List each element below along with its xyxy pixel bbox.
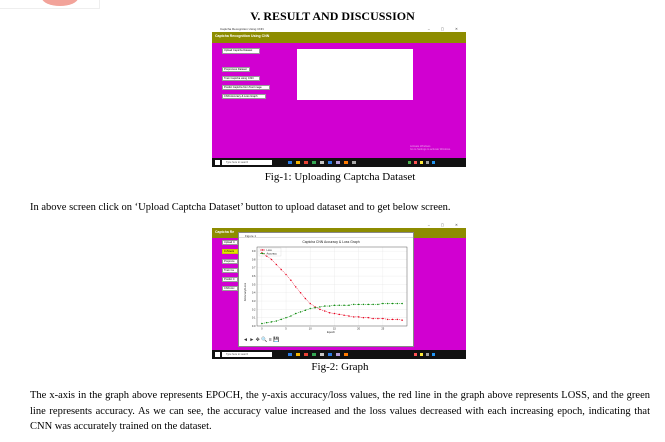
data-point [300,311,302,313]
fig2-screenshot [212,222,466,359]
fig1-header-text: Captcha Recognition Using CNN [215,34,270,38]
data-point [382,318,384,320]
y-tick-label: 0.4 [251,291,256,295]
data-point [334,313,336,315]
upload-dataset-button[interactable]: Upload Captcha Dataset [222,48,260,54]
data-point [266,322,268,324]
taskbar-app-icon[interactable] [336,353,340,356]
data-point [363,317,365,319]
data-point [368,317,370,319]
x-tick-label: 5 [285,327,287,331]
data-point [324,305,326,307]
data-point [285,317,287,319]
taskbar-app-icon[interactable] [320,353,324,356]
preprocess-button[interactable]: Preprocess Dataset [222,67,250,72]
figure-window [238,232,414,347]
data-point [377,304,379,306]
data-point [314,307,316,309]
data-point [387,319,389,321]
taskbar-app-icon[interactable] [344,161,348,164]
dataset-path-label: C:/Users [222,249,238,254]
accuracy-graph-button[interactable]: CNN Acc [222,286,238,291]
data-point [261,323,263,325]
data-point [343,314,345,316]
y-tick-label: 0.8 [251,258,256,262]
train-cnn-button[interactable]: Train Captcha using CNN [222,76,260,81]
tray-icon[interactable] [432,161,435,164]
data-point [339,304,341,306]
preprocess-button[interactable]: Preproce [222,259,238,264]
y-tick-label: 0.5 [251,283,256,287]
accuracy-loss-chart [239,238,413,342]
upload-dataset-button[interactable]: Upload C [222,240,238,245]
x-tick-label: 10 [308,327,312,331]
data-point [285,274,287,276]
x-axis-label: Epoch [327,330,335,334]
data-point [280,319,282,321]
data-point [324,310,326,312]
taskbar-app-icon[interactable] [304,353,308,356]
taskbar-app-icon[interactable] [296,353,300,356]
data-point [339,314,341,316]
tray-icon[interactable] [426,353,429,356]
data-point [271,259,273,261]
taskbar-app-icon[interactable] [328,161,332,164]
output-textarea[interactable] [297,49,413,100]
data-point [348,304,350,306]
data-point [295,313,297,315]
activate-line-2: Go to Settings to activate Windows. [410,148,451,152]
x-tick-label: 0 [261,327,263,331]
window-controls-icon[interactable]: – ▢ ✕ [427,223,463,227]
data-point [329,312,331,314]
windows-start-icon[interactable] [215,160,220,165]
taskbar-app-icon[interactable] [312,353,316,356]
y-tick-label: 0.6 [251,275,256,279]
data-point [392,319,394,321]
plot-frame [257,247,407,326]
section-heading: V. RESULT AND DISCUSSION [250,9,415,23]
fig1-window-title: Captcha Recognition Using CNN [220,27,264,31]
y-tick-label: 0.7 [251,266,256,270]
tray-icon[interactable] [414,353,417,356]
tray-icon[interactable] [414,161,417,164]
windows-start-icon[interactable] [215,352,220,357]
legend-marker [262,249,263,250]
data-point [397,319,399,321]
data-point [377,318,379,320]
fig1-screenshot [212,26,466,167]
logo-fragment [0,0,100,9]
data-point [334,304,336,306]
paragraph-1: In above screen click on ‘Upload Captcha Dataset’ button to upload dataset and to get below screen. [30,202,451,213]
activate-line-1: Activate Windows [410,145,431,148]
data-point [397,303,399,305]
x-tick-label: 20 [357,327,361,331]
tray-icon[interactable] [420,353,423,356]
chart-title: Captcha CNN Accuracy & Loss Graph [302,240,360,244]
taskbar-app-icon[interactable] [288,353,292,356]
y-tick-label: 0.2 [251,308,256,312]
fig2-caption: Fig-2: Graph [311,361,369,373]
tray-icon[interactable] [420,161,423,164]
data-point [300,292,302,294]
data-point [353,304,355,306]
y-tick-label: 0.3 [251,299,256,303]
y-tick-label: 0.0 [251,324,256,328]
data-point [290,315,292,317]
tray-icon[interactable] [408,161,411,164]
taskbar-app-icon[interactable] [336,161,340,164]
legend-label: Loss [266,248,272,252]
y-axis-label: Accuracy/Loss [243,282,247,302]
data-point [343,304,345,306]
data-point [392,303,394,305]
data-point [309,303,311,305]
taskbar-search-input[interactable]: Type here to search [222,352,272,357]
train-cnn-button[interactable]: Train Ca [222,268,238,273]
taskbar-app-icon[interactable] [312,161,316,164]
activate-windows-notice [410,145,451,151]
tray-icon[interactable] [432,353,435,356]
data-point [368,304,370,306]
taskbar-app-icon[interactable] [344,353,348,356]
window-controls-icon[interactable]: – ▢ ✕ [427,27,463,31]
taskbar-app-icon[interactable] [328,353,332,356]
x-tick-label: 15 [332,327,336,331]
data-point [348,315,350,317]
y-tick-label: 0.9 [251,250,256,254]
fig2-taskbar [212,350,466,359]
figure-toolbar[interactable]: ◄ ► ✥ 🔍 ≡ 💾 [243,337,280,343]
taskbar-app-icon[interactable] [288,161,292,164]
data-point [305,298,307,300]
data-point [382,303,384,305]
y-tick-label: 0.1 [251,316,256,320]
data-point [387,303,389,305]
data-point [305,309,307,311]
taskbar-app-icon[interactable] [304,161,308,164]
data-point [290,280,292,282]
paragraph-2: The x-axis in the graph above represents EPOCH, the y-axis accuracy/loss values, the red line in the graph above represents LOSS, and the green line represents accuracy. As we can see, the accuracy value increased and the loss values decreased with each increasing epoch, indicating that CNN was accurately trained on the dataset. [30,390,650,432]
data-point [358,316,360,318]
fig1-header [212,32,466,43]
data-point [401,303,403,305]
taskbar-app-icon[interactable] [352,161,356,164]
data-point [372,318,374,320]
predict-button[interactable]: Predict Captcha from Test Image [222,85,270,90]
accuracy-graph-button[interactable]: CNN Accuracy & Loss Graph [222,94,266,99]
data-point [280,269,282,271]
data-point [372,304,374,306]
legend-marker [262,253,263,254]
taskbar-app-icon[interactable] [320,161,324,164]
taskbar-search-input[interactable]: Type here to search [222,160,272,165]
data-point [358,304,360,306]
taskbar-app-icon[interactable] [296,161,300,164]
data-point [363,304,365,306]
legend-label: Accuracy [266,252,277,256]
data-point [353,316,355,318]
data-point [329,305,331,307]
figure-window-title: Figure 1 [245,233,257,238]
x-tick-label: 25 [381,327,385,331]
series-line-1 [262,304,402,324]
data-point [276,264,278,266]
data-point [319,309,321,311]
data-point [319,306,321,308]
fig1-caption: Fig-1: Uploading Captcha Dataset [264,171,416,183]
predict-button[interactable]: Predict C [222,277,238,282]
logo-shape [42,0,78,6]
series-line-0 [262,253,402,320]
tray-icon[interactable] [426,161,429,164]
data-point [295,286,297,288]
data-point [276,320,278,322]
data-point [401,319,403,321]
fig1-taskbar [212,158,466,167]
fig2-header-text: Captcha Re [215,230,235,234]
data-point [271,321,273,323]
data-point [309,308,311,310]
